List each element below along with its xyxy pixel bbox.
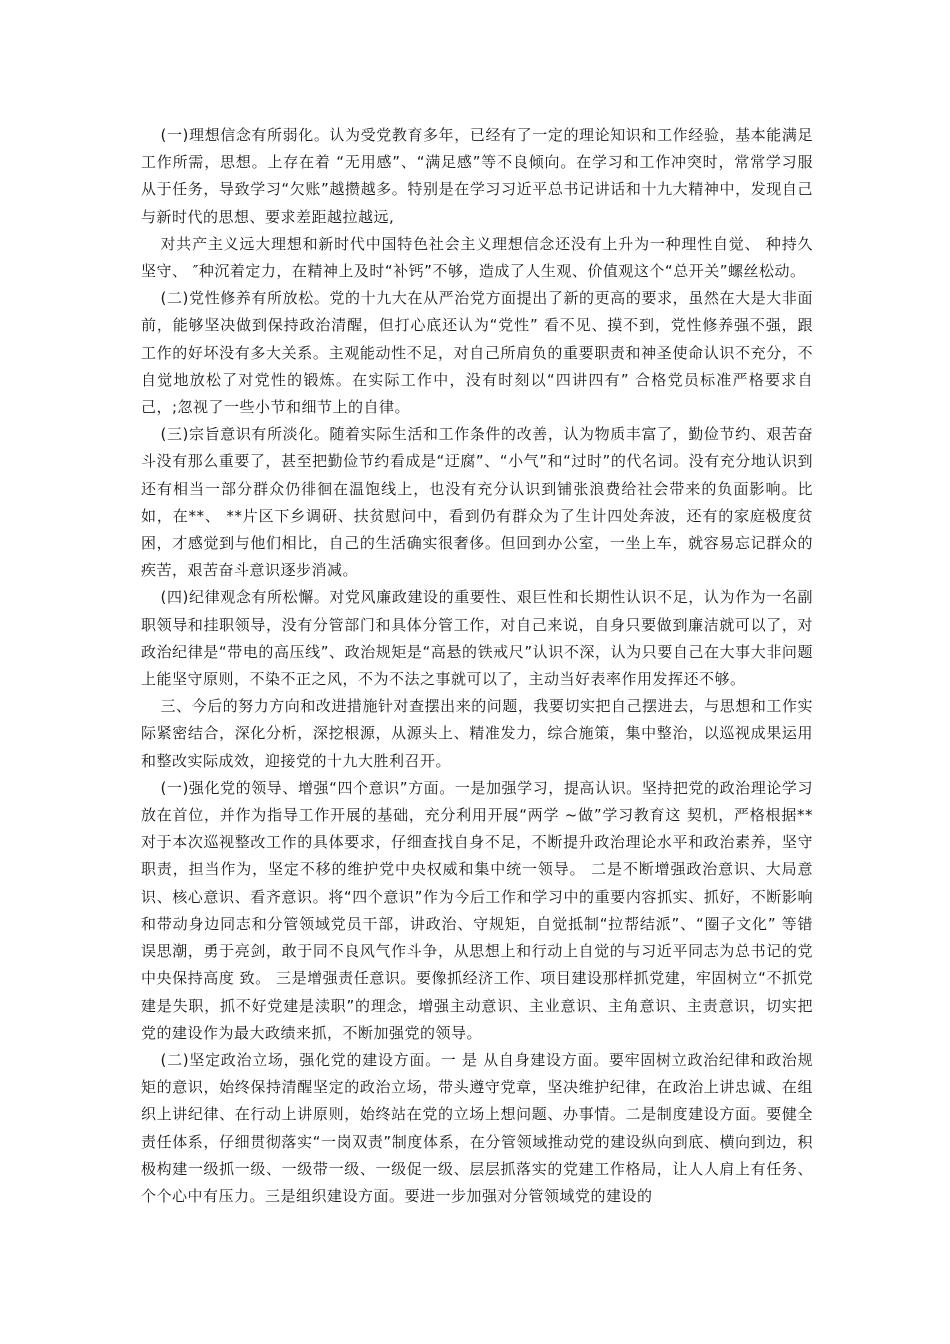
paragraph-discipline: (四)纪律观念有所松懈。对党风廉政建设的重要性、艰巨性和长期性认识不足，认为作为一名副职领导和挂职领导，没有分管部门和具体分管工作，对自己来说，自身只要做到廉洁就可以了，对政治纪律是“带电的高压线”、政治规矩是“高悬的铁戒尺”认识不深，认为只要自己在大事大非问题上能坚守原则，不染不正之风，不为不法之事就可以了，主动当好表率作用发挥还不够。 bbox=[141, 588, 813, 689]
paragraph-party-spirit: (二)党性修养有所放松。党的十九大在从严治党方面提出了新的更高的要求，虽然在大是大非面前，能够坚决做到保持政治清醒，但打心底还认为“党性” 看不见、摸不到，党性修养强不强，跟工作的好坏没有多大关系。主观能动性不足，对自己所肩负的重要职责和神圣使命认识不充分，不自觉地放松了对党性的锻炼。在实际工作中，没有时刻以“四讲四有” 合格党员标准严格要求自己，;忽视了一些小节和细节上的自律。 bbox=[141, 289, 813, 417]
document-body bbox=[141, 122, 813, 1210]
paragraph-section-three: 三、今后的努力方向和改进措施针对查摆出来的问题，我要切实把自己摆进去，与思想和工作实际紧密结合，深化分析，深挖根源，从源头上、精准发力，综合施策，集中整治，以巡视成果运用和整改实际成效，迎接党的十九大胜利召开。 bbox=[141, 697, 813, 770]
paragraph-purpose-awareness: (三)宗旨意识有所淡化。随着实际生活和工作条件的改善，认为物质丰富了，勤俭节约、艰苦奋斗没有那么重要了，甚至把勤俭节约看成是“迂腐”、“小气”和“过时”的代名词。没有充分地认识到还有相当一部分群众仍徘徊在温饱线上，也没有充分认识到铺张浪费给社会带来的负面影响。比如，在**、 **片区下乡调研、扶贫慰问中，看到仍有群众为了生计四处奔波，还有的家庭极度贫困，才感觉到与他们相比，自己的生活确实很奢侈。但回到办公室，一坐上车，就容易忘记群众的疾苦，艰苦奋斗意识逐步消减。 bbox=[141, 425, 813, 580]
paragraph-political-stance: (二)坚定政治立场，强化党的建设方面。一 是 从自身建设方面。要牢固树立政治纪律和政治规矩的意识，始终保持清醒坚定的政治立场，带头遵守党章，坚决维护纪律，在政治上讲忠诚、在组织上讲纪律、在行动上讲原则，始终站在党的立场上想问题、办事情。二是制度建设方面。要健全责任体系，仔细贯彻落实“一岗双责”制度体系，在分管领域推动党的建设纵向到底、横向到边，积极构建一级抓一级、一级带一级、一级促一级、层层抓落实的党建工作格局，让人人肩上有任务、个个心中有压力。三是组织建设方面。要进一步加强对分管领域党的建设的 bbox=[141, 1050, 813, 1205]
paragraph-ideals-continued: 对共产主义远大理想和新时代中国特色社会主义理想信念还没有上升为一种理性自觉、 种持久坚守、 ″种沉着定力，在精神上及时“补钙”不够，造成了人生观、价值观这个“总开关”螺丝松动。 bbox=[141, 234, 813, 281]
paragraph-party-leadership: (一)强化党的领导、增强“四个意识”方面。一是加强学习，提高认识。坚持把党的政治理论学习放在首位，并作为指导工作开展的基础，充分利用开展“两学 ~做”学习教育这 契机，严格根据**对于本次巡视整改工作的具体要求，仔细查找自身不足，不断提升政治理论水平和政治素养，坚守职责，担当作为，坚定不移的维护党中央权威和集中统一领导。 二是不断增强政治意识、大局意识、核心意识、看齐意识。将“四个意识”作为今后工作和学习中的重要内容抓实、抓好，不断影响和带动身边同志和分管领域党员干部，讲政治、守规矩，自觉抵制“拉帮结派”、“圈子文化” 等错误思潮，勇于亮剑，敢于同不良风气作斗争，从思想上和行动上自觉的与习近平同志为总书记的党中央保持高度 致。 三是增强责任意识。要像抓经济工作、项目建设那样抓党建，牢固树立“不抓党建是失职，抓不好党建是渎职”的理念，增强主动意识、主业意识、主角意识、主责意识，切实把党的建设作为最大政绩来抓，不断加强党的领导。 bbox=[141, 778, 813, 1042]
paragraph-ideals: (一)理想信念有所弱化。认为受党教育多年，已经有了一定的理论知识和工作经验，基本能满足工作所需，思想。上存在着 “无用感”、“满足感”等不良倾向。在学习和工作冲突时，常常学习服从于任务，导致学习“欠账”越攒越多。特别是在学习习近平总书记讲话和十九大精神中，发现自己与新时代的思想、要求差距越拉越远, bbox=[141, 126, 813, 226]
